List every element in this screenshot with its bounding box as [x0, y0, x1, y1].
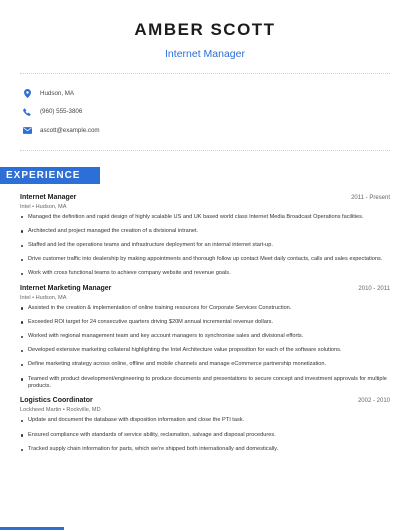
job-entry — [20, 194, 390, 279]
job-bullet: Staffed and led the operations teams and infrastructure deployment for an internal internet start-up. — [20, 242, 390, 250]
experience-list — [0, 194, 410, 454]
job-bullet: Managed the definition and rapid design of highly scalable US and UK based world class Internet Media Broadcast Operations facilities. — [20, 214, 390, 222]
job-bullets — [20, 214, 390, 279]
job-entry — [20, 285, 390, 391]
contact-location — [22, 84, 410, 102]
job-title: Internet Marketing Manager — [20, 284, 112, 292]
resume-header — [0, 0, 410, 60]
candidate-name: AMBER SCOTT — [134, 20, 276, 39]
job-company: Intel • Hudson, MA — [20, 294, 67, 301]
job-bullet: Exceeded ROI target for 24 consecutive quarters driving $20M annual incremental revenue dollars. — [20, 319, 390, 327]
contact-divider — [20, 150, 390, 151]
contact-section — [0, 74, 410, 150]
job-bullets — [20, 305, 390, 391]
job-title: Internet Manager — [20, 193, 77, 201]
job-dates: 2010 - 2011 — [358, 285, 390, 292]
job-bullet: Architected and project managed the creation of a divisional intranet. — [20, 228, 390, 236]
email-text[interactable]: ascott@example.com — [40, 126, 100, 134]
job-entry — [20, 397, 390, 453]
job-bullet: Drive customer traffic into dealership by making appointments and thorough follow up contact Meet daily contacts, calls and sales expectations. — [20, 256, 390, 264]
job-company: Lockheed Martin • Rockville, MD — [20, 407, 101, 414]
job-bullet: Define marketing strategy across online, offline and mobile channels and manage eCommerce partnership monetization. — [20, 361, 390, 369]
location-text: Hudson, MA — [40, 89, 75, 97]
job-bullet: Work with cross functional teams to achieve company website and revenue goals. — [20, 270, 390, 278]
job-company: Intel • Hudson, MA — [20, 203, 67, 210]
job-title: Logistics Coordinator — [20, 397, 93, 405]
job-bullet: Assisted in the creation & implementation of online training resources for Corporate Services Construction. — [20, 305, 390, 313]
phone-text: (960) 555-3806 — [40, 108, 83, 115]
job-bullet: Worked with regional management team and key account managers to synchronise sales and divisional efforts. — [20, 333, 390, 341]
contact-email — [22, 121, 410, 139]
job-bullet: Developed extensive marketing collateral highlighting the Intel Architecture value proposition for each of the software solutions. — [20, 347, 390, 355]
job-bullets — [20, 417, 390, 453]
job-bullet: Update and document the database with disposition information and close the PTI task. — [20, 417, 390, 425]
job-bullet: Teamed with product development/engineering to produce documents and presentations to secure concept and investment approvals for multiple products. — [20, 376, 390, 391]
envelope-icon — [22, 125, 32, 135]
contact-phone — [22, 103, 410, 121]
experience-heading: EXPERIENCE — [0, 167, 100, 184]
job-bullet: Ensured compliance with standards of service ability, reclamation, salvage and disposal procedures. — [20, 432, 390, 440]
job-dates: 2002 - 2010 — [357, 398, 390, 405]
job-dates: 2011 - Present — [351, 194, 390, 201]
location-pin-icon — [22, 88, 32, 98]
phone-icon — [22, 107, 32, 117]
job-bullet: Tracked supply chain information for parts, which we're shipped both internationally and domestically. — [20, 446, 390, 454]
candidate-title: Internet Manager — [165, 48, 245, 60]
